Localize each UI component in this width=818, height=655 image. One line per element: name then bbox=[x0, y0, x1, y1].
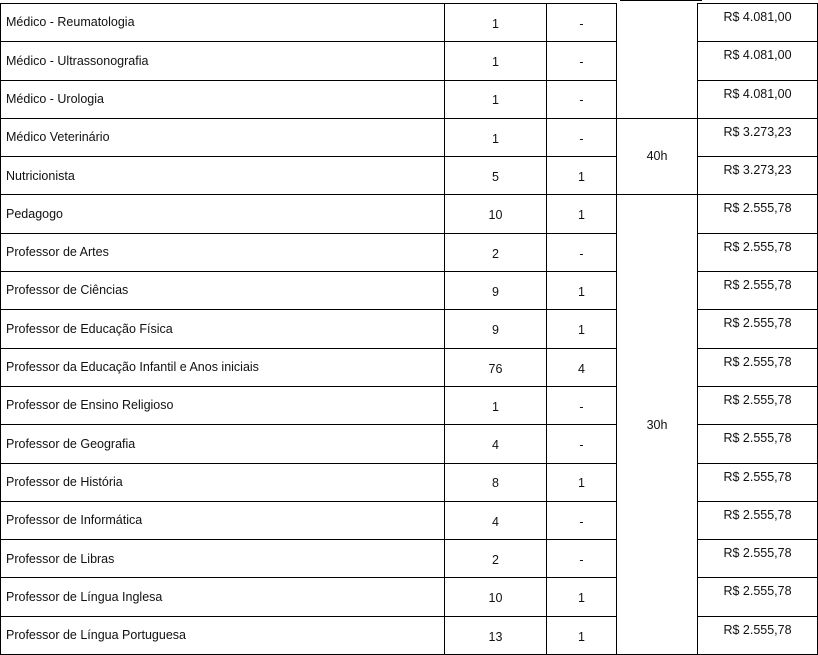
salary: R$ 2.555,78 bbox=[698, 272, 818, 310]
reserved-vacancies: 1 bbox=[547, 195, 617, 233]
table-row bbox=[1, 118, 818, 156]
vacancies-count: 1 bbox=[445, 386, 547, 424]
position-name: Professor de Língua Inglesa bbox=[1, 578, 445, 616]
position-name: Médico Veterinário bbox=[1, 118, 445, 156]
position-name: Professor de Artes bbox=[1, 233, 445, 271]
reserved-vacancies: 1 bbox=[547, 272, 617, 310]
position-name: Professor de Educação Física bbox=[1, 310, 445, 348]
position-name: Professor de Informática bbox=[1, 501, 445, 539]
salary: R$ 4.081,00 bbox=[698, 42, 818, 80]
vacancies-count: 9 bbox=[445, 310, 547, 348]
salary: R$ 4.081,00 bbox=[698, 4, 818, 42]
salary: R$ 2.555,78 bbox=[698, 386, 818, 424]
reserved-vacancies: - bbox=[547, 540, 617, 578]
reserved-vacancies: 1 bbox=[547, 463, 617, 501]
vacancies-count: 9 bbox=[445, 272, 547, 310]
position-name: Professor de Ciências bbox=[1, 272, 445, 310]
position-name: Professor da Educação Infantil e Anos iniciais bbox=[1, 348, 445, 386]
salary: R$ 2.555,78 bbox=[698, 310, 818, 348]
vacancies-count: 4 bbox=[445, 425, 547, 463]
salary: R$ 2.555,78 bbox=[698, 501, 818, 539]
reserved-vacancies: - bbox=[547, 425, 617, 463]
vacancies-count: 10 bbox=[445, 578, 547, 616]
reserved-vacancies: - bbox=[547, 386, 617, 424]
salary: R$ 2.555,78 bbox=[698, 463, 818, 501]
salary: R$ 3.273,23 bbox=[698, 118, 818, 156]
vacancies-count: 5 bbox=[445, 157, 547, 195]
reserved-vacancies: - bbox=[547, 4, 617, 42]
salary: R$ 3.273,23 bbox=[698, 157, 818, 195]
workload-hours bbox=[617, 4, 698, 119]
position-name: Professor de Libras bbox=[1, 540, 445, 578]
position-name: Médico - Reumatologia bbox=[1, 4, 445, 42]
vacancies-count: 10 bbox=[445, 195, 547, 233]
vacancies-count: 2 bbox=[445, 540, 547, 578]
salary: R$ 2.555,78 bbox=[698, 540, 818, 578]
reserved-vacancies: 1 bbox=[547, 157, 617, 195]
reserved-vacancies: 1 bbox=[547, 616, 617, 654]
position-name: Professor de Geografia bbox=[1, 425, 445, 463]
vacancies-count: 8 bbox=[445, 463, 547, 501]
salary: R$ 2.555,78 bbox=[698, 425, 818, 463]
vacancies-table bbox=[0, 3, 818, 655]
salary: R$ 2.555,78 bbox=[698, 578, 818, 616]
reserved-vacancies: 1 bbox=[547, 578, 617, 616]
vacancies-count: 1 bbox=[445, 4, 547, 42]
table-row bbox=[1, 195, 818, 233]
position-name: Professor de História bbox=[1, 463, 445, 501]
reserved-vacancies: - bbox=[547, 42, 617, 80]
position-name: Nutricionista bbox=[1, 157, 445, 195]
vacancies-count: 13 bbox=[445, 616, 547, 654]
salary: R$ 2.555,78 bbox=[698, 616, 818, 654]
vacancies-count: 76 bbox=[445, 348, 547, 386]
workload-hours: 30h bbox=[617, 195, 698, 655]
position-name: Pedagogo bbox=[1, 195, 445, 233]
position-name: Médico - Ultrassonografia bbox=[1, 42, 445, 80]
salary: R$ 4.081,00 bbox=[698, 80, 818, 118]
position-name: Professor de Língua Portuguesa bbox=[1, 616, 445, 654]
workload-hours: 40h bbox=[617, 118, 698, 195]
vacancies-count: 2 bbox=[445, 233, 547, 271]
vacancies-count: 1 bbox=[445, 80, 547, 118]
vacancies-count: 1 bbox=[445, 42, 547, 80]
salary: R$ 2.555,78 bbox=[698, 348, 818, 386]
reserved-vacancies: - bbox=[547, 80, 617, 118]
reserved-vacancies: 4 bbox=[547, 348, 617, 386]
reserved-vacancies: - bbox=[547, 118, 617, 156]
vacancies-count: 4 bbox=[445, 501, 547, 539]
vacancies-count: 1 bbox=[445, 118, 547, 156]
position-name: Médico - Urologia bbox=[1, 80, 445, 118]
position-name: Professor de Ensino Religioso bbox=[1, 386, 445, 424]
salary: R$ 2.555,78 bbox=[698, 233, 818, 271]
table-row bbox=[1, 4, 818, 42]
reserved-vacancies: 1 bbox=[547, 310, 617, 348]
reserved-vacancies: - bbox=[547, 501, 617, 539]
salary: R$ 2.555,78 bbox=[698, 195, 818, 233]
reserved-vacancies: - bbox=[547, 233, 617, 271]
